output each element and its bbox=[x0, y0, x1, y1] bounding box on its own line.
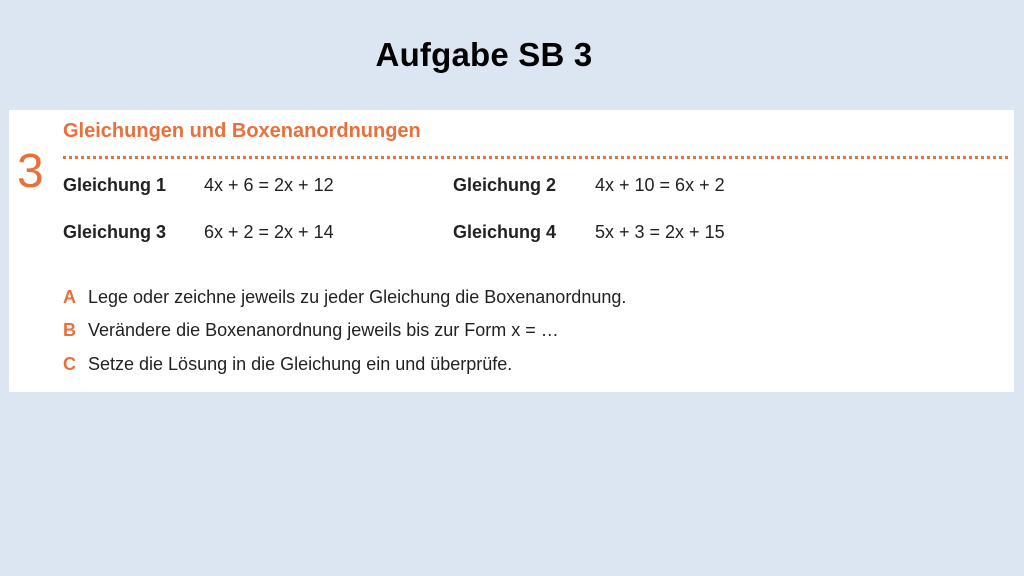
equation-label: Gleichung 1 bbox=[63, 175, 167, 195]
equation-expression: 4x + 10 = 6x + 2 bbox=[595, 175, 725, 195]
equation-2 bbox=[453, 175, 725, 196]
instruction-letter: A bbox=[63, 287, 76, 307]
instruction-text: Verändere die Boxenanordnung jeweils bis zur Form x = … bbox=[88, 320, 559, 340]
equation-label: Gleichung 2 bbox=[453, 175, 557, 195]
equation-4 bbox=[453, 222, 725, 243]
equation-3 bbox=[63, 222, 334, 243]
instruction-text: Setze die Lösung in die Gleichung ein und überprüfe. bbox=[88, 354, 513, 374]
equation-1 bbox=[63, 175, 334, 196]
slide-title: Aufgabe SB 3 bbox=[375, 36, 593, 73]
equation-label: Gleichung 3 bbox=[63, 222, 167, 242]
equation-expression: 6x + 2 = 2x + 14 bbox=[204, 222, 334, 242]
equation-label: Gleichung 4 bbox=[453, 222, 557, 242]
instruction-text: Lege oder zeichne jeweils zu jeder Gleichung die Boxenanordnung. bbox=[88, 287, 627, 307]
task-heading: Gleichungen und Boxenanordnungen bbox=[63, 120, 421, 142]
dotted-divider bbox=[63, 156, 1008, 159]
task-panel bbox=[9, 110, 1014, 392]
task-number: 3 bbox=[17, 145, 44, 198]
instruction-c bbox=[63, 354, 512, 375]
equation-expression: 4x + 6 = 2x + 12 bbox=[204, 175, 334, 195]
instruction-a bbox=[63, 287, 626, 308]
equation-expression: 5x + 3 = 2x + 15 bbox=[595, 222, 725, 242]
instruction-letter: C bbox=[63, 354, 76, 374]
instruction-b bbox=[63, 320, 559, 341]
instruction-letter: B bbox=[63, 320, 76, 340]
